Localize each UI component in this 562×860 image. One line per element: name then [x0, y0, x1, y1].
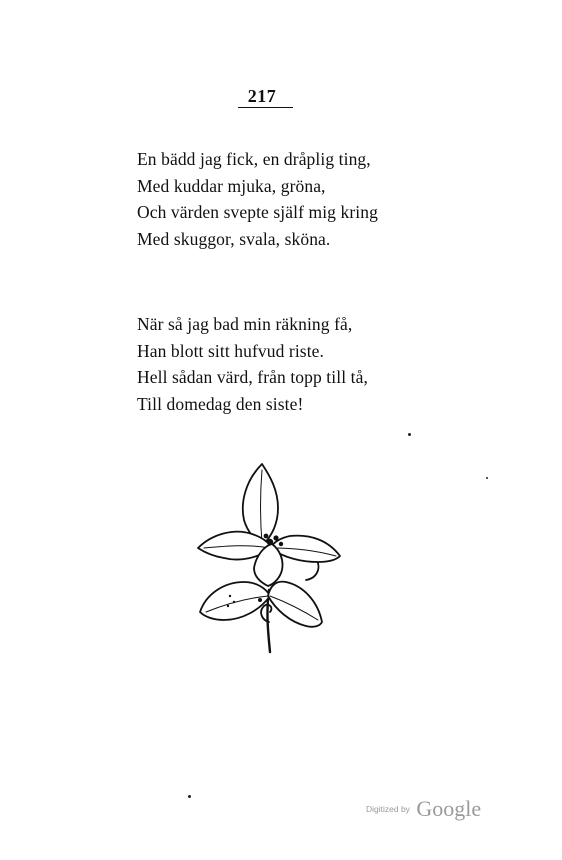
watermark-prefix: Digitized by — [366, 804, 410, 814]
verse-line: Med kuddar mjuka, gröna, — [137, 175, 326, 196]
verse-line: Med skuggor, svala, sköna. — [137, 228, 331, 249]
verse-line: Till domedag den siste! — [137, 393, 304, 414]
stanza-1 — [137, 146, 437, 252]
page-number-rule — [238, 107, 293, 108]
verse-line: Han blott sitt hufvud riste. — [137, 340, 325, 361]
verse-line: En bädd jag fick, en dråplig ting, — [137, 149, 371, 169]
stanza-2 — [137, 311, 437, 417]
digitized-by-google-watermark — [366, 796, 481, 822]
ink-speck — [408, 433, 411, 436]
watermark-brand: Google — [416, 796, 482, 821]
leaf-sprig-vignette-icon — [190, 462, 350, 657]
verse-line: Och värden svepte själf mig kring — [137, 202, 378, 222]
verse-line: Hell sådan värd, från topp till tå, — [137, 367, 368, 387]
ink-speck — [188, 795, 191, 798]
ink-speck — [486, 477, 488, 479]
verse-line: När så jag bad min räkning få, — [137, 314, 353, 334]
page-number: 217 — [247, 86, 277, 106]
